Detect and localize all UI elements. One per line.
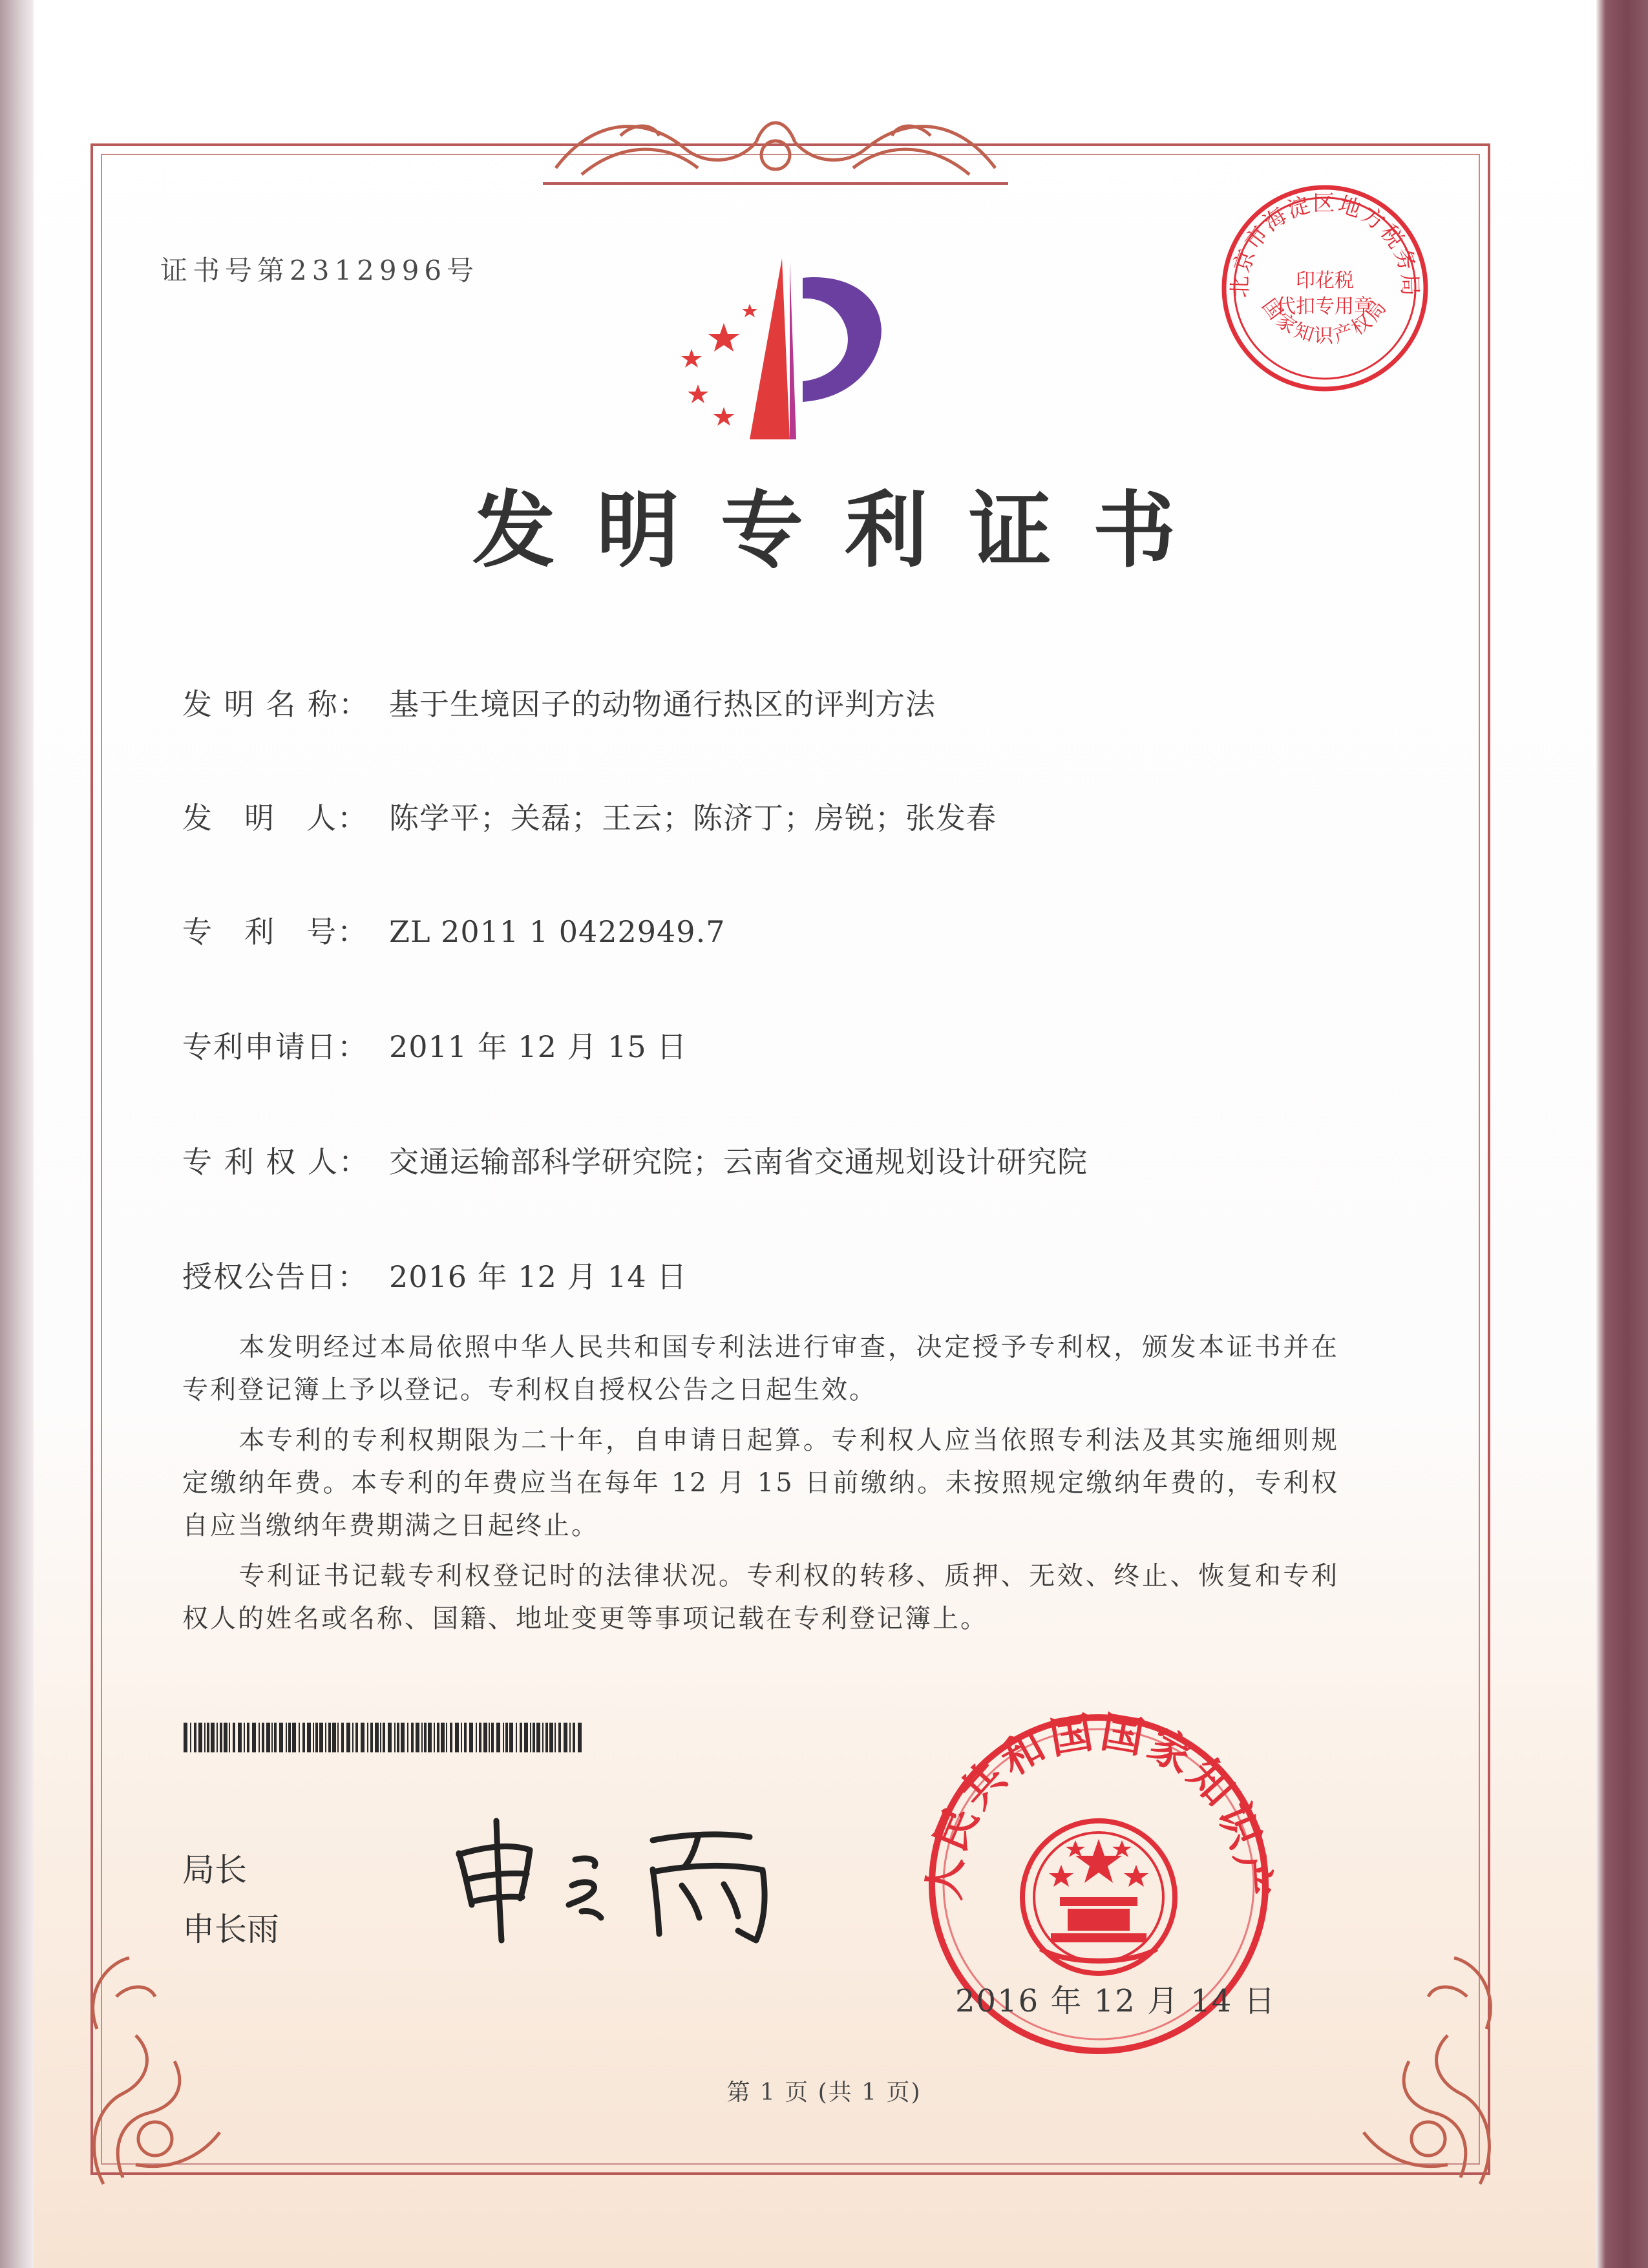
body-paragraph: 专利证书记载专利权登记时的法律状况。专利权的转移、质押、无效、终止、恢复和专利权人的姓名或名称、国籍、地址变更等事项记载在专利登记簿上。 xyxy=(182,1561,1339,1633)
field-application-date xyxy=(182,1024,687,1066)
field-invention-name xyxy=(182,681,936,724)
tax-stamp xyxy=(1215,178,1435,401)
field-label: 授权公告日： xyxy=(182,1259,368,1294)
barcode xyxy=(184,1723,584,1752)
field-value: ZL 2011 1 0422949.7 xyxy=(389,914,726,949)
national-emblem-icon xyxy=(1022,1821,1175,1973)
field-grant-date xyxy=(182,1254,687,1296)
field-value: 交通运输部科学研究院；云南省交通规划设计研究院 xyxy=(389,1144,1088,1179)
field-label: 专 利 号： xyxy=(182,914,368,949)
binding-left-edge xyxy=(0,0,34,2268)
official-seal-text: 人民共和国国家知识产 xyxy=(919,1706,1278,1902)
field-value: 2016 年 12 月 14 日 xyxy=(389,1259,688,1294)
tax-stamp-center-line1: 印花税 xyxy=(1296,269,1354,292)
tax-stamp-outer-text: 北京市海淀区地方税务局 xyxy=(1227,191,1423,299)
field-label: 发 明 人： xyxy=(182,801,368,835)
seal-date: 2016 年 12 月 14 日 xyxy=(955,1983,1276,2019)
body-paragraph: 本发明经过本局依照中华人民共和国专利法进行审查，决定授予专利权，颁发本证书并在专利登记簿上予以登记。专利权自授权公告之日起生效。 xyxy=(182,1332,1339,1405)
patent-office-logo-icon xyxy=(653,252,911,446)
director-signature xyxy=(439,1814,801,1944)
tax-stamp-bottom-text: 国家知识产权局 xyxy=(1257,295,1393,348)
field-value: 陈学平；关磊；王云；陈济丁；房锐；张发春 xyxy=(389,801,997,835)
certificate-title: 发明专利证书 xyxy=(472,482,1217,579)
field-label: 专 利 权 人： xyxy=(182,1144,370,1179)
field-value: 基于生境因子的动物通行热区的评判方法 xyxy=(389,687,936,722)
director-title: 局长 xyxy=(182,1851,247,1889)
field-label: 专利申请日： xyxy=(182,1029,368,1064)
field-inventors xyxy=(182,795,997,837)
field-label: 发 明 名 称： xyxy=(182,687,370,722)
tax-stamp-center-line2: 代扣专用章 xyxy=(1276,295,1373,318)
bottom-right-ornament xyxy=(1351,1900,1506,2197)
director-name: 申长雨 xyxy=(182,1911,279,1948)
page-footer: 第 1 页 (共 1 页) xyxy=(726,2079,922,2106)
top-ornament xyxy=(543,103,1008,194)
certificate-number: 证书号第2312996号 xyxy=(160,255,480,286)
binding-right-spine xyxy=(1596,0,1648,2268)
field-value: 2011 年 12 月 15 日 xyxy=(389,1029,688,1064)
field-patentee xyxy=(182,1139,1088,1181)
body-paragraph: 本专利的专利权期限为二十年，自申请日起算。专利权人应当依照专利法及其实施细则规定缴纳年费。本专利的年费应当在每年 12 月 15 日前缴纳。未按照规定缴纳年费的，专利权自应当缴纳年费期满之日起终止。 xyxy=(182,1425,1339,1540)
field-patent-number xyxy=(182,908,725,951)
